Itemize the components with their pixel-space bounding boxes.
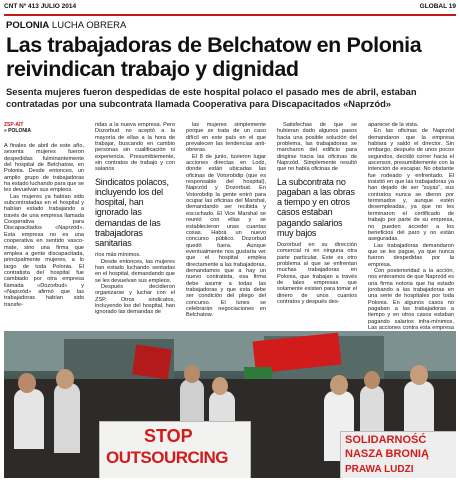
red-flag	[132, 345, 172, 380]
paragraph: las mujeres simplemente porque se trata de un caso difícil en este país en el que prevalecen las tendencias anti-obreras.	[186, 122, 266, 154]
byline-location: » POLONIA	[4, 127, 31, 134]
deck: Sesenta mujeres fueron despedidas de este hospital polaco el pasado mes de abril, estaban contratadas por una subcontrata llamada Cooperativa para Discapacitados «Naprzód»	[6, 86, 417, 109]
paragraph: Desde entonces, las mujeres han estado luchando sentadas en el hospital, demandando que se les devuelvan sus empleos.	[95, 258, 175, 284]
banner-text: PRAWA LUDZI	[345, 464, 414, 475]
paragraph: ríos más mínimos.	[95, 252, 141, 259]
column-3	[186, 122, 266, 319]
column-1	[4, 143, 84, 308]
paragraph: aparecer de la vista.	[368, 122, 419, 128]
paragraph: Con posterioridad a la acción, nos enteramos de que Naprzód es una firma notoria que ha estado jorobando a las trabajadoras en una serie de hospitales por toda Polonia. En algunos casos no pagaban a las trabajadoras a tiempo y en otros casos estaban pagando salarios infra-mínimos. Las acciones contra esta empresa	[368, 267, 454, 331]
headline: Las trabajadoras de Belchatow en Polonia reivindican trabajo y dignidad	[6, 33, 422, 81]
stop-outsourcing-banner	[99, 421, 251, 478]
banner-text: OUTSOURCING	[106, 448, 228, 467]
protest-photo	[4, 331, 456, 478]
paragraph: El 8 de junio, tuvieron lugar acciones directas en Lodz, donde están ubicadas las oficinas de Votorobdip (que es responsable del hospital), Naprzód y Dozorbud. En Votorobdip la gente entró para ocupar las oficinas del Marshal, demandando ser recibida y escuchado. El Vice Marshal se reunió con ellas y se establecieron unas cuantas cosas. Habrá un nuevo concurso público. Dozorbud quedó fuera. Aunque eventualmente nos gustaría ver que el hospital emplea directamente a las trabajadoras, demandamos que a hay un nuevo contratista, esa firma debe asumir a todas las trabajadoras y que esta debe ser condición del pliego del concurso. El lunes se celebrarán negociaciones en Belchatow.	[186, 153, 266, 319]
section-page-label: GLOBAL 19	[419, 3, 456, 10]
section-kicker	[6, 20, 126, 31]
banner-text: SOLIDARNOŚĆ	[345, 434, 427, 446]
paragraph: Las trabajadoras demandaron que se les pague, ya que nunca fueron despedidas por la empresa.	[368, 242, 454, 268]
byline-org: ZSP-AIT	[4, 122, 24, 128]
paragraph: Después decidieron organizarse y luchar con el ZSP. Otros sindicatos, incluyendo los del hospital, han ignorado las demandas de	[95, 283, 175, 316]
issue-label: CNT Nº 413 JULIO 2014	[4, 3, 77, 10]
pull-quote: Sindicatos polacos, incluyendo los del hospital, han ignorado las demandas de las trabajadoras sanitarias	[95, 176, 169, 248]
paragraph: Dozorbud en su dirección comercial ni en ninguna otra parte particular. Este es otro problema al que se enfrentan muchas trabajadoras en Polonia, que trabajan a través de tales empresas que solamente existen para tomar el dinero de unos cuantos contratos y después des-	[277, 241, 357, 306]
paragraph: A finales de abril de este año, sesenta mujeres fueron despedidas fulminantemente del hospital de Belchatow, en Polonia. Desde entonces, un amplio grupo de trabajadoras ha estado luchando para que se les devuelvan sus empleos.	[4, 143, 84, 194]
column-4	[277, 122, 357, 305]
paragraph: En las oficinas de Naprzód demandaron que la empresa hablara y saldó el director. Sin embargo, después de unos pocos segundos, decidió correr hacia el ascensor, presumiblemente con la intención de escapar. No obstante fue rodeado y enfrentado. El insistió en que las trabajadoras ya han dejado de ser "suyas", sus contratos nunca se dieron por terminados y, aunque estén desempleadas, ya que no les terminaron el certificado de trabajo por parte de su empresa, no pueden acceder a los beneficios del paro y no están aseguradas.	[368, 128, 454, 243]
column-2	[95, 122, 175, 316]
banner-text: STOP	[144, 426, 193, 446]
byline	[4, 123, 42, 134]
page-header	[4, 2, 456, 16]
paragraph: Las mujeres ya habían sido subcontratadas en el hospital y habían estado trabajando a través de una empresa llamada Cooperativa para Discapacitados «Naprzód». Esta empresa no es una cooperativa en sentido vasco-mate, sino una firma que emplea a gente discapacitada, principalmente mujeres, a lo largo de toda Polonia. El contratista del hospital fue cambiado por otra empresa llamada «Dozorbud» y «Naprzód» afirmó que las trabajadoras habían sido transfe-	[4, 193, 84, 308]
solidarity-banner	[340, 431, 456, 478]
paragraph: Satisfechas de que se hubieran dado algunos pasos hacia una posible solución del problema, las trabajadoras se marcharon del edificio para dirigirse hacia las oficinas de Naprzód. Simplemente resultó que no había oficinas de	[277, 122, 357, 173]
kicker-subtitle: LUCHA OBRERA	[51, 20, 127, 31]
paragraph: ridas a la nueva empresa. Pero Dozorbud no aceptó a la mayoría de ellas a la hora de trabajar, buscando en cambio personas sin cualificación ni experiencia. Presumiblemente, sin contratos de trabajo y con salarios	[95, 122, 175, 173]
pull-quote: La subcontrata no pagaban a las obras a tiempo y en otros casos estaban pagando salarios muy bajos	[277, 176, 355, 238]
banner-text: NASZA BRONIĄ	[345, 448, 429, 460]
kicker-section: POLONIA	[6, 20, 50, 31]
